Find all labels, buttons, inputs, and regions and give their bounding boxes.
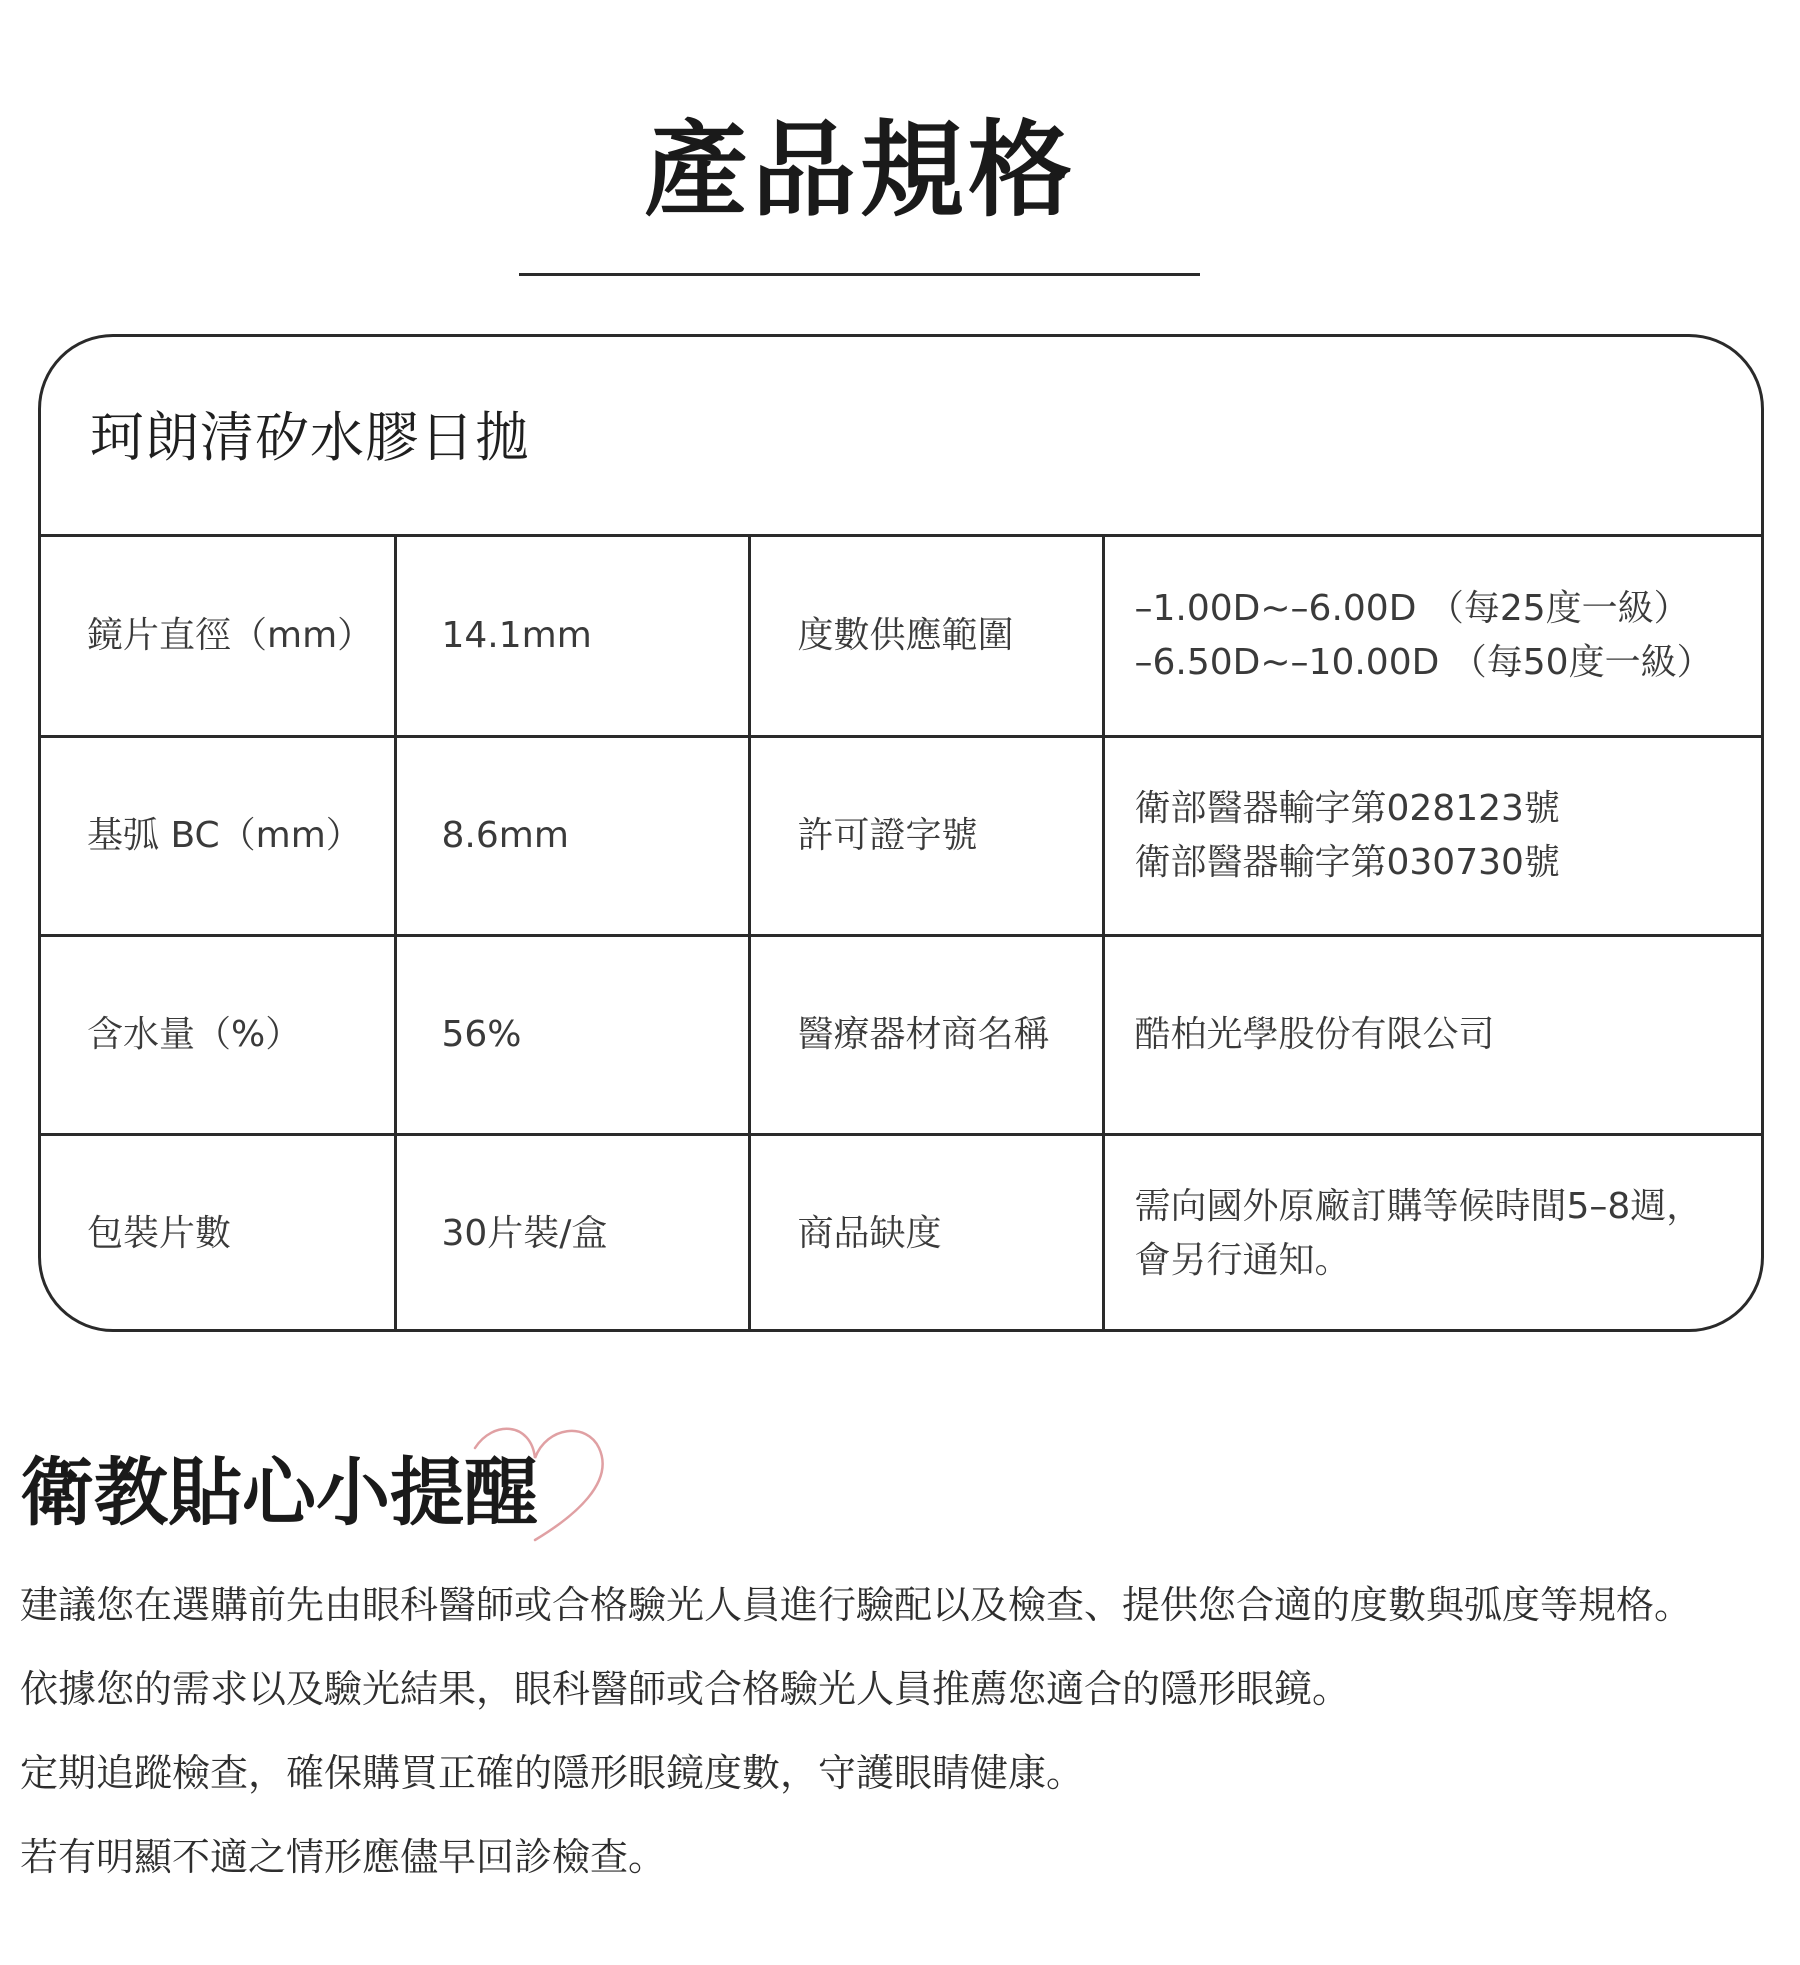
spec-value: [1103, 1134, 1761, 1332]
spec-label-text: 鏡片直徑（mm）: [87, 614, 374, 656]
spec-table: [41, 537, 1761, 1332]
table-row: [41, 537, 1761, 736]
tips-title: 衛教貼心小提醒: [20, 1450, 538, 1536]
spec-value: [395, 736, 749, 935]
spec-value-line: 需向國外原廠訂購等候時間5–8週，: [1134, 1186, 1703, 1228]
spec-value-text: 8.6mm: [441, 814, 569, 856]
spec-value: [1103, 736, 1761, 935]
spec-value: [395, 935, 749, 1134]
spec-label-text: 商品缺度: [797, 1213, 942, 1255]
tip-item: 定期追蹤檢查，確保購買正確的隱形眼鏡度數，守護眼睛健康。: [20, 1751, 1085, 1795]
spec-label-text: 許可證字號: [797, 814, 978, 856]
page-title: 產品規格: [643, 109, 1076, 231]
spec-label-text: 醫療器材商名稱: [797, 1013, 1050, 1055]
title-divider: [519, 273, 1200, 276]
spec-value-line: 衛部醫器輸字第028123號: [1134, 787, 1560, 829]
spec-label-text: 度數供應範圍: [797, 614, 1014, 656]
spec-label: [749, 736, 1103, 935]
spec-label: [749, 935, 1103, 1134]
spec-label: [41, 537, 395, 736]
spec-value: [1103, 935, 1761, 1134]
card-header: [41, 337, 1761, 537]
product-name: 珂朗清矽水膠日拋: [90, 406, 530, 469]
spec-label: [749, 537, 1103, 736]
table-row: [41, 736, 1761, 935]
spec-value-line: 會另行通知。: [1134, 1240, 1351, 1282]
spec-label-text: 含水量（%）: [87, 1013, 302, 1055]
spec-label: [41, 736, 395, 935]
spec-value: [395, 1134, 749, 1332]
spec-value-line: 酷柏光學股份有限公司: [1134, 1013, 1495, 1055]
spec-label: [41, 935, 395, 1134]
spec-value-line: 衛部醫器輸字第030730號: [1134, 841, 1560, 883]
tips-list: [20, 1580, 1790, 1916]
spec-value-line: –1.00D~–6.00D （每25度一級）: [1134, 587, 1690, 629]
tip-item: 建議您在選購前先由眼科醫師或合格驗光人員進行驗配以及檢查、提供您合適的度數與弧度等規格。: [20, 1583, 1693, 1627]
tip-item: 若有明顯不適之情形應儘早回診檢查。: [20, 1835, 667, 1879]
spec-value-line: –6.50D~–10.00D （每50度一級）: [1134, 641, 1713, 683]
spec-value-text: 14.1mm: [441, 614, 592, 656]
table-row: [41, 935, 1761, 1134]
spec-label: [749, 1134, 1103, 1332]
spec-label: [41, 1134, 395, 1332]
spec-value-text: 30片裝/盒: [441, 1213, 608, 1255]
spec-card: [38, 334, 1764, 1332]
spec-value-text: 56%: [441, 1013, 522, 1055]
spec-label-text: 包裝片數: [87, 1213, 232, 1255]
tip-item: 依據您的需求以及驗光結果，眼科醫師或合格驗光人員推薦您適合的隱形眼鏡。: [20, 1667, 1351, 1711]
spec-value: [1103, 537, 1761, 736]
table-row: [41, 1134, 1761, 1332]
spec-label-text: 基弧 BC（mm）: [87, 814, 362, 856]
spec-value: [395, 537, 749, 736]
